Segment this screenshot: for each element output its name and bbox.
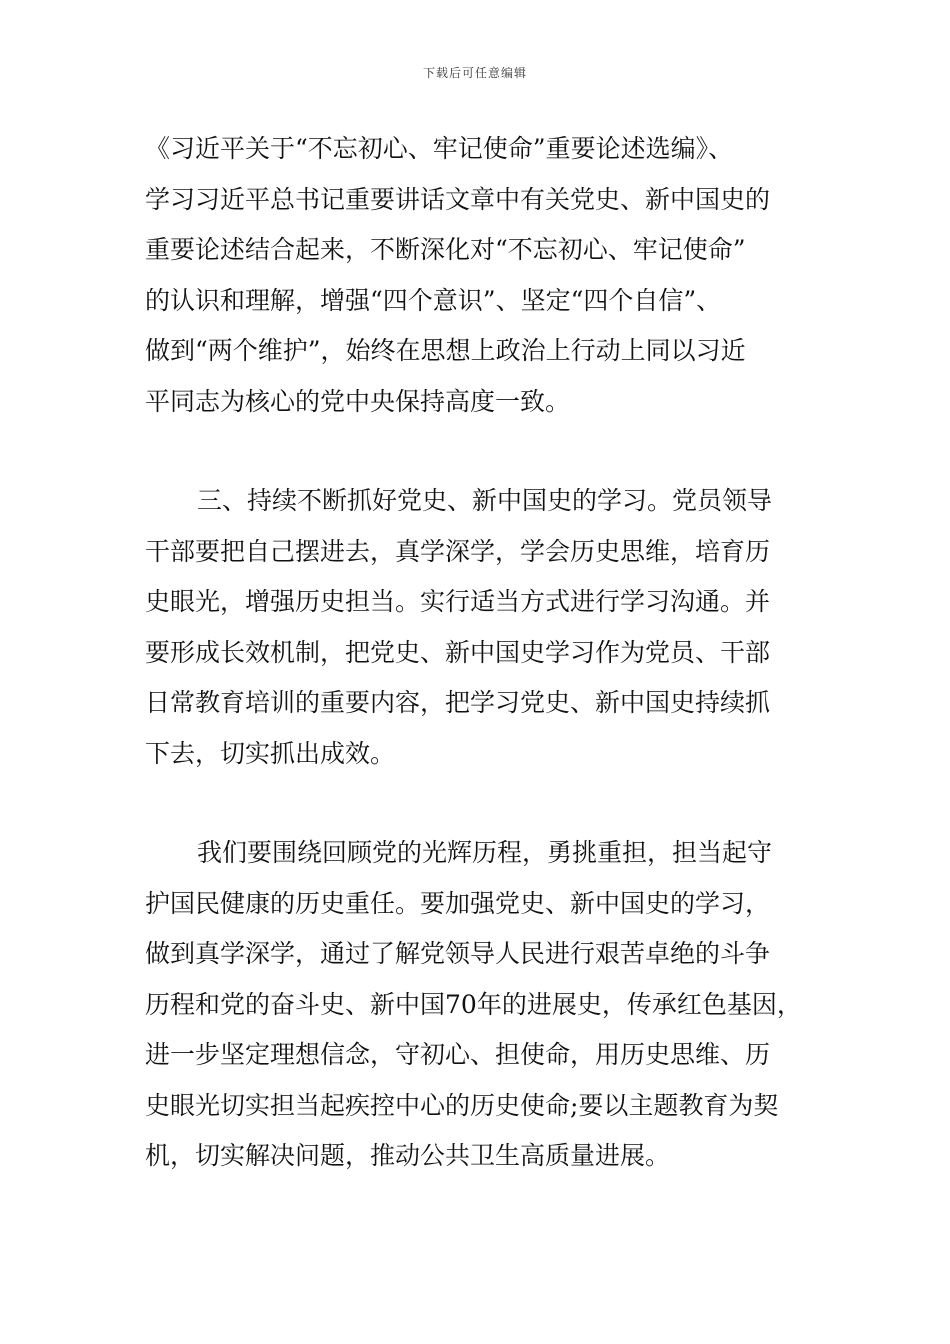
page-header: 下载后可任意编辑 — [422, 66, 527, 80]
text-line: 干部要把自己摆进去，真学深学，学会历史思维，培育历 — [145, 536, 771, 566]
text-line: 史眼光切实担当起疾控中心的历史使命;要以主题教育为契 — [145, 1090, 779, 1120]
text-line: 机，切实解决问题，推动公共卫生高质量进展。 — [145, 1141, 671, 1170]
text-line: 历程和党的奋斗史、新中国70年的进展史，传承红色基因， — [145, 989, 802, 1019]
text-line: 做到“两个维护”，始终在思想上政治上行动上同以习近 — [145, 336, 746, 365]
text-line: 我们要围绕回顾党的光辉历程，勇挑重担，担当起守 — [197, 838, 773, 867]
text-line: 平同志为核心的党中央保持高度一致。 — [145, 386, 571, 416]
paragraph-conclusion — [145, 828, 810, 1182]
text-line: 做到真学深学，通过了解党领导人民进行艰苦卓绝的斗争 — [145, 939, 771, 968]
document-body — [145, 124, 810, 1182]
text-line: 进一步坚定理想信念，守初心、担使命，用历史思维、历 — [145, 1040, 771, 1069]
text-line: 史眼光，增强历史担当。实行适当方式进行学习沟通。并 — [145, 587, 771, 616]
text-line: 的认识和理解，增强“四个意识”、坚定“四个自信”、 — [145, 285, 722, 315]
text-line: 要形成长效机制，把党史、新中国史学习作为党员、干部 — [145, 637, 771, 667]
text-line: 重要论述结合起来，不断深化对“不忘初心、牢记使命” — [145, 235, 746, 264]
text-line: 《习近平关于“不忘初心、牢记使命”重要论述选编》、 — [145, 134, 734, 163]
paragraph-section-three — [145, 476, 810, 779]
text-line: 下去，切实抓出成效。 — [145, 738, 396, 768]
text-line: 学习习近平总书记重要讲话文章中有关党史、新中国史的 — [145, 184, 771, 214]
paragraph-continuation — [145, 124, 810, 427]
text-line: 日常教育培训的重要内容，把学习党史、新中国史持续抓 — [145, 688, 771, 717]
text-line: 护国民健康的历史重任。要加强党史、新中国史的学习， — [145, 888, 771, 918]
text-line: 三、持续不断抓好党史、新中国史的学习。党员领导 — [197, 486, 773, 515]
